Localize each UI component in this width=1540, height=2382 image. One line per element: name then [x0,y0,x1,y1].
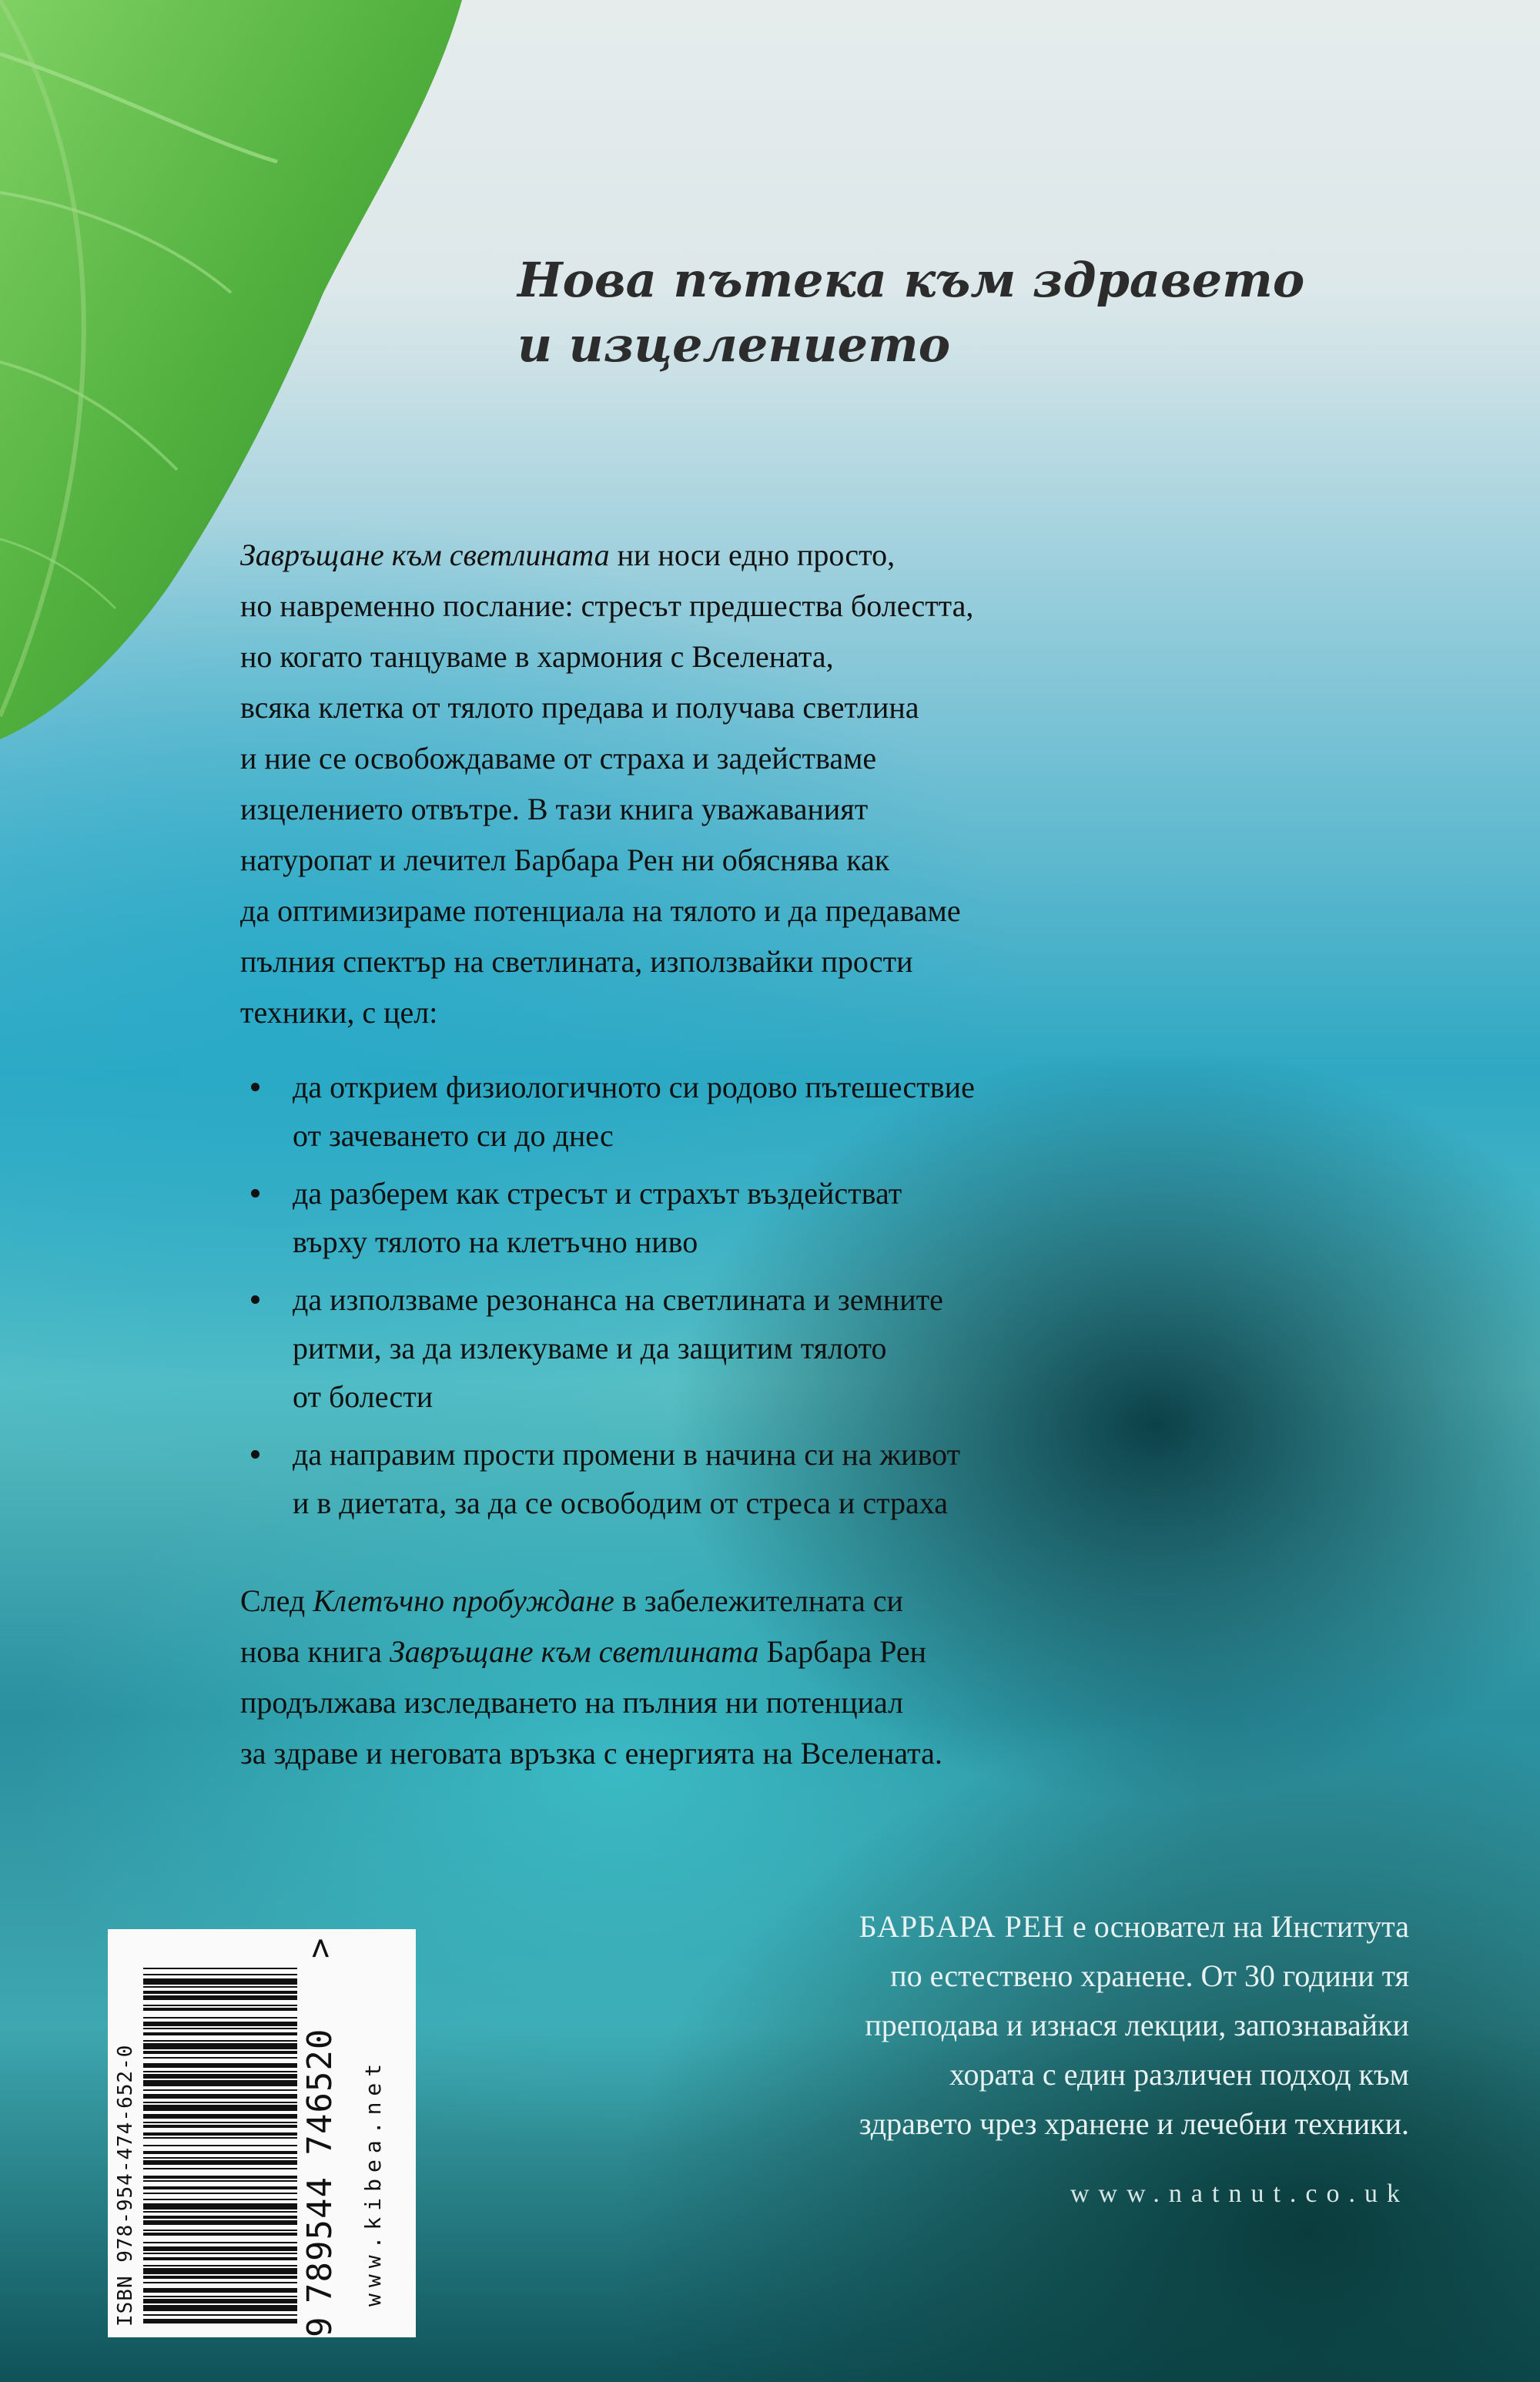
bullet-icon [251,1083,259,1091]
list-item-line: да разберем как стресът и страхът въздействат [293,1176,902,1211]
barcode-bar [143,2017,297,2019]
author-line: хората с един различен подход към [949,2057,1409,2092]
barcode-bar [143,2114,297,2119]
barcode-bar [143,1986,297,1988]
tagline-line: Нова пътека към здравето [517,252,1305,308]
intro-line: и ние се освобождаваме от страха и задействаме [240,741,877,776]
author-bio [639,1902,1409,2149]
closing-text: Барбара Рен [758,1634,927,1669]
list-item [245,1275,1269,1421]
barcode-bar [143,2028,297,2029]
barcode-bar [143,2216,297,2219]
author-line: преподава и изнася лекции, запознавайки [865,2008,1409,2042]
barcode-bar [143,2125,297,2128]
barcode-bar [143,2186,297,2189]
book-title-italic: Завръщане към светлината [240,538,610,572]
intro-line: всяка клетка от тялото предава и получава светлина [240,690,919,725]
barcode-bar [143,2220,297,2225]
author-name: БАРБАРА РЕН [859,1909,1066,1944]
barcode-bar [143,2265,297,2266]
list-item-line: да използваме резонанса на светлината и земните [293,1282,943,1317]
bullet-icon [251,1450,259,1459]
barcode-bar [143,2063,297,2068]
barcode-icon [143,1965,297,2327]
barcode-bar [143,1995,297,2000]
intro-line-rest: ни носи едно просто, [609,538,896,572]
barcode-bar [143,2043,297,2049]
barcode-bar [143,2282,297,2283]
barcode-bar [143,2094,297,2099]
barcode-bar [143,2246,297,2251]
closing-line: продължава изследването на пълния ни потенциал [240,1685,904,1720]
barcode-bar [143,2032,297,2035]
barcode-bar [143,2071,297,2072]
barcode-bar [143,2137,297,2139]
barcode-bar [143,2211,297,2213]
list-item-line: върху тялото на клетъчно ниво [293,1225,698,1259]
intro-line: натуропат и лечител Барбара Рен ни обяснява как [240,843,890,877]
closing-line: за здраве и неговата връзка с енергията на Вселената. [240,1736,942,1771]
barcode-bar [143,2157,297,2159]
intro-line: пълния спектър на светлината, използвайки прости [240,944,913,979]
barcode-bar [143,2253,297,2254]
author-website: www.natnut.co.uk [1070,2179,1409,2208]
barcode-bar [143,2132,297,2136]
publisher-website: www.kibea.net [360,2057,386,2307]
author-text: е основател на Института [1065,1909,1409,1944]
barcode-bar [143,2257,297,2260]
barcode-bar [143,2299,297,2303]
closing-line [240,1627,1272,1677]
barcode-bar [143,2276,297,2279]
bullet-list [245,1063,1269,1536]
barcode-bar [143,1968,297,1969]
author-line: по естествено хранене. От 30 години тя [890,1958,1409,1993]
barcode-bar [143,2199,297,2200]
intro-line: техники, с цел: [240,995,438,1030]
bullet-icon [251,1189,259,1198]
intro-paragraph [240,530,1272,1038]
barcode-bar [143,2040,297,2042]
list-item-line: ритми, за да излекуваме и да защитим тялото [293,1331,887,1365]
barcode-bar [143,2005,297,2006]
isbn-label: ISBN 978-954-474-652-0 [114,2044,137,2327]
barcode-bar [143,2176,297,2179]
barcode-bar [143,2080,297,2086]
barcode-digit-first: 9 [300,2317,340,2337]
closing-line [240,1576,1272,1627]
list-item [245,1063,1269,1160]
barcode-bar [143,2193,297,2194]
barcode-bar [143,2160,297,2165]
barcode-rotated [108,1929,416,2337]
intro-line: да оптимизираме потенциала на тялото и да предаваме [240,893,961,928]
intro-line [240,530,1272,581]
barcode-bar [143,2319,297,2323]
list-item-line: да открием физиологичното си родово пътешествие [293,1070,975,1104]
barcode-bar [143,2305,297,2311]
list-item-line: от зачеването си до днес [293,1118,614,1153]
author-line [639,1902,1409,1951]
barcode-bar [143,2145,297,2146]
intro-line: но навременно послание: стресът предшества болестта, [240,588,974,623]
closing-text: нова книга [240,1634,390,1669]
barcode-bar [143,2288,297,2293]
list-item [245,1169,1269,1266]
barcode-block [108,1929,416,2337]
author-line: здравето чрез хранене и лечебни техники. [859,2106,1409,2141]
barcode-bar [143,1978,297,1985]
barcode-bar [143,2022,297,2026]
closing-text: След [240,1583,313,1618]
barcode-bar [143,2089,297,2091]
list-item-line: и в диетата, за да се освободим от стреса и страха [293,1486,949,1520]
barcode-bar [143,2203,297,2209]
barcode-digits-rest: 789544 746520 [300,2028,340,2303]
barcode-bar [143,2233,297,2236]
barcode-bar [143,1974,297,1975]
barcode-bar [143,2242,297,2243]
barcode-bar [143,2151,297,2154]
intro-line: изцелението отвътре. В тази книга уважаваният [240,792,869,826]
list-item-line: от болести [293,1379,434,1414]
barcode-bar [143,2180,297,2182]
barcode-bar [143,2122,297,2123]
barcode-bar [143,2057,297,2059]
barcode-bar [143,2102,297,2103]
tagline-line: и изцелението [517,317,951,373]
barcode-bar [143,2105,297,2111]
barcode-arrow: > [300,1938,340,1958]
closing-text: в забележителната си [614,1583,903,1618]
barcode-bar [143,2296,297,2297]
barcode-bar [143,1991,297,1994]
barcode-bar [143,2008,297,2011]
bullet-icon [251,1295,259,1304]
intro-line: но когато танцуваме в хармония с Вселената, [240,639,834,674]
list-item [245,1430,1269,1527]
barcode-bar [143,2230,297,2231]
barcode-bar [143,2268,297,2274]
book-title-italic: Клетъчно пробуждане [313,1583,614,1618]
closing-paragraph [240,1576,1272,1779]
barcode-bar [143,2168,297,2169]
list-item-line: да направим прости промени в начина си на живот [293,1437,961,1472]
barcode-bar [143,2051,297,2054]
barcode-bar [143,2074,297,2079]
book-title-italic: Завръщане към светлината [389,1634,759,1669]
tagline [517,248,1441,377]
barcode-bar [143,2314,297,2316]
